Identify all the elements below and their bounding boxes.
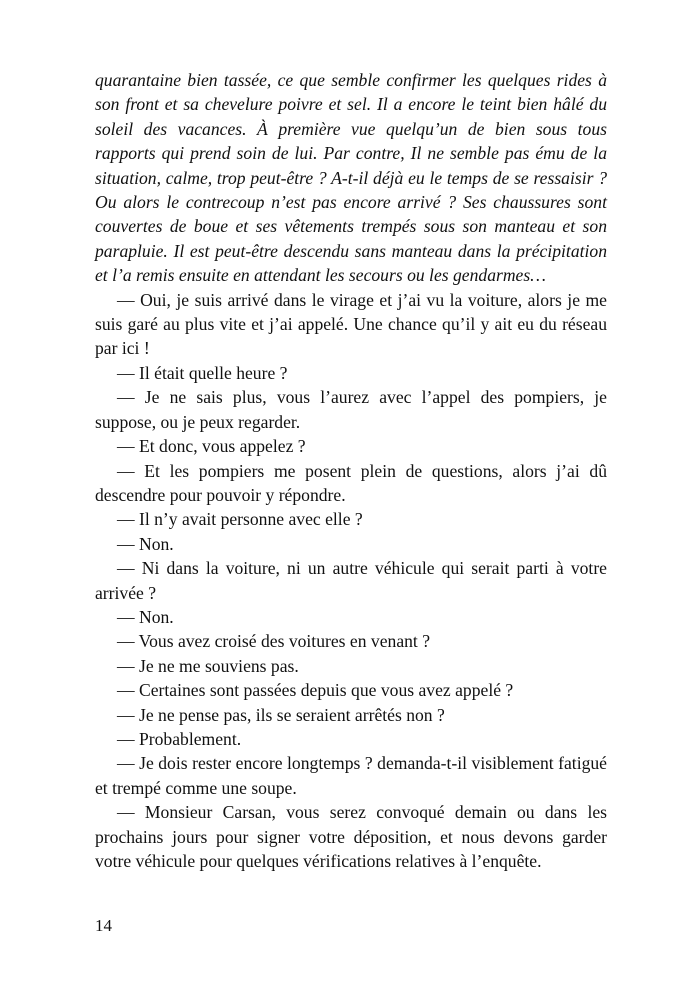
dialogue-line: — Monsieur Carsan, vous serez convoqué demain ou dans les prochains jours pour signer votre déposition, et nous devons garder votre véhicule pour quelques vérifications relatives à l’enquête. <box>95 802 607 871</box>
dialogue-line: — Et donc, vous appelez ? <box>117 436 306 457</box>
dialogue-line: — Oui, je suis arrivé dans le virage et j’ai vu la voiture, alors je me suis garé au plus vite et j’ai appelé. Une chance qu’il y ait eu du réseau par ici ! <box>95 289 607 359</box>
dialogue-line: — Certaines sont passées depuis que vous avez appelé ? <box>117 680 514 701</box>
dialogue-line: — Non. <box>117 606 174 627</box>
dialogue-line: — Je dois rester encore longtemps ? demanda-t-il visiblement fatigué et trempé comme une soupe. <box>95 753 607 798</box>
narrative-paragraph: quarantaine bien tassée, ce que semble confirmer les quelques rides à son front et sa chevelure poivre et sel. Il a encore le teint bien hâlé du soleil des vacances. À première vue quelqu’un de bien sous tous rapports qui prend soin de lui. Par contre, Il ne semble pas ému de la situation, calme, trop peut-être ? A-t-il déjà eu le temps de se ressaisir ? Ou alors le contrecoup n’est pas encore arrivé ? Ses chaussures sont couvertes de boue et ses vêtements trempés sous son manteau et son parapluie. Il est peut-être descendu sans manteau dans la précipitation et l’a remis ensuite en attendant les secours ou les gendarmes… <box>95 70 607 286</box>
dialogue-line: — Il n’y avait personne avec elle ? <box>117 509 363 530</box>
dialogue-line: — Il était quelle heure ? <box>117 362 288 383</box>
page-number: 14 <box>95 916 112 935</box>
page-body <box>95 68 607 873</box>
dialogue-line: — Je ne me souviens pas. <box>117 655 299 676</box>
dialogue-line: — Je ne sais plus, vous l’aurez avec l’appel des pompiers, je suppose, ou je peux regarder. <box>95 387 607 432</box>
dialogue-line: — Non. <box>117 533 174 554</box>
dialogue-line: — Ni dans la voiture, ni un autre véhicule qui serait parti à votre arrivée ? <box>95 558 607 603</box>
dialogue-line: — Vous avez croisé des voitures en venant ? <box>117 631 431 652</box>
dialogue-line: — Probablement. <box>117 728 242 749</box>
dialogue-line: — Je ne pense pas, ils se seraient arrêtés non ? <box>117 704 445 725</box>
dialogue-line: — Et les pompiers me posent plein de questions, alors j’ai dû descendre pour pouvoir y répondre. <box>95 460 607 505</box>
